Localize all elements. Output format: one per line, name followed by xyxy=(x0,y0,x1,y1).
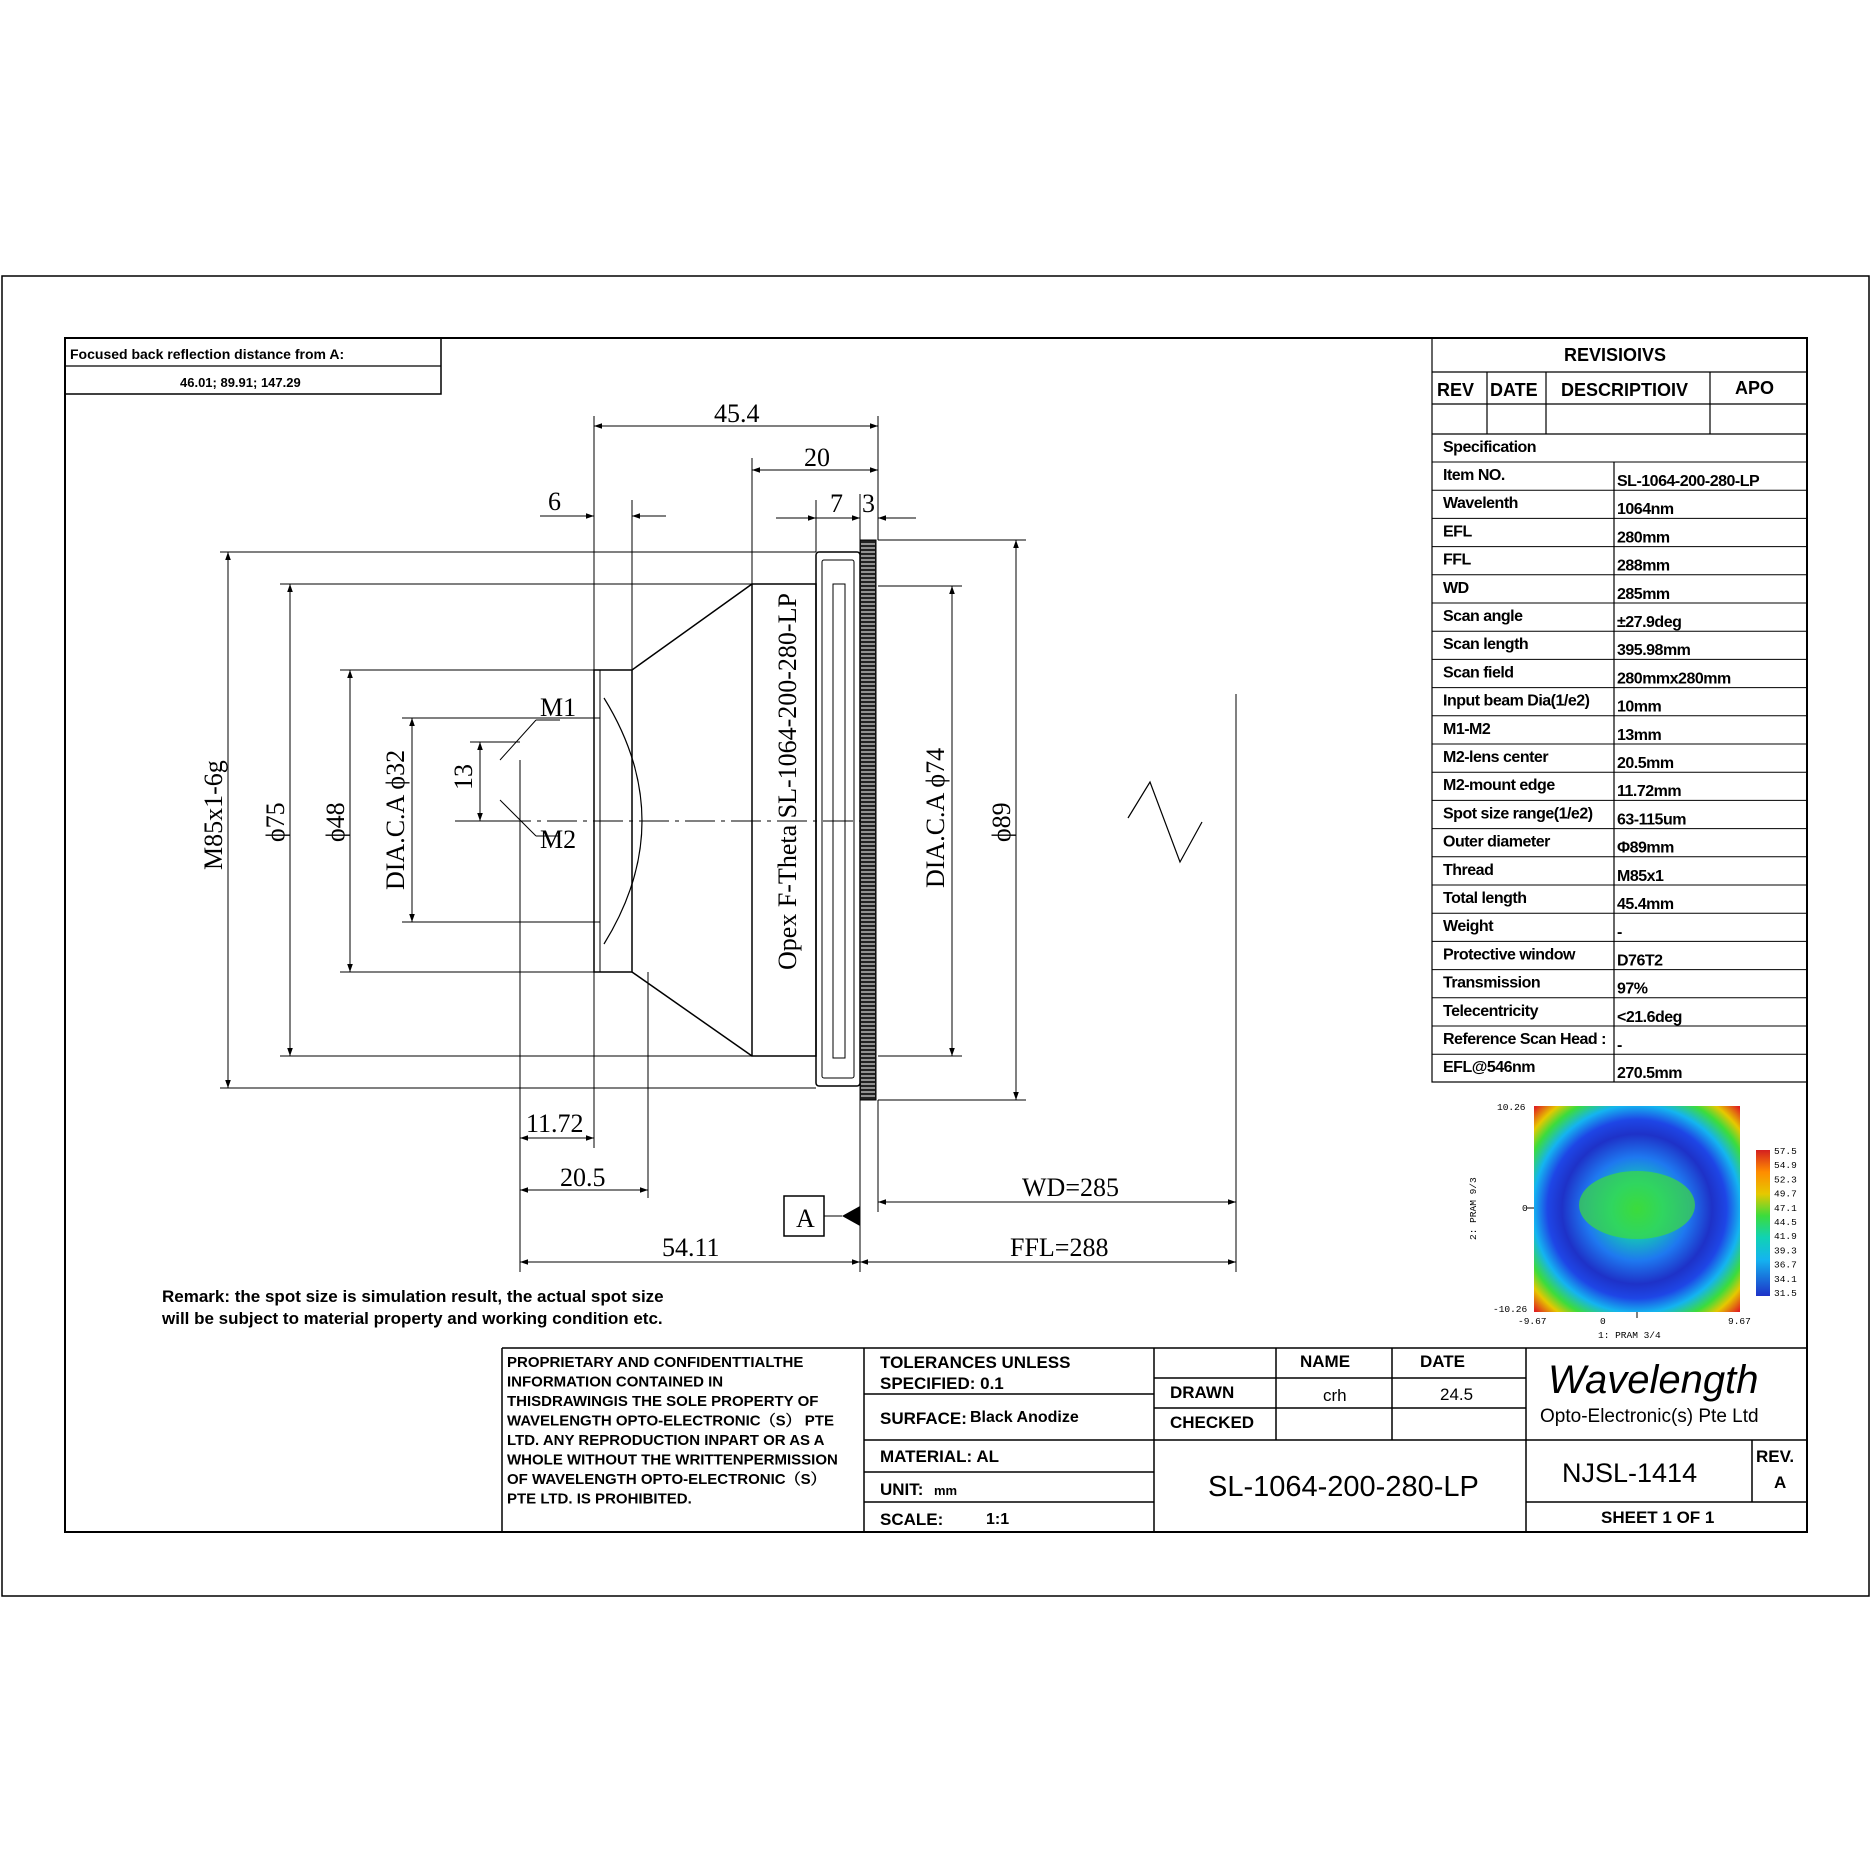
date-header: DATE xyxy=(1420,1352,1466,1371)
spot-scale-label: 44.5 xyxy=(1774,1217,1797,1228)
unit-value: mm xyxy=(934,1483,958,1498)
spot-scale-label: 49.7 xyxy=(1774,1188,1797,1200)
dim-ffl: FFL=288 xyxy=(1010,1233,1109,1262)
spec-label: Reference Scan Head : xyxy=(1443,1031,1606,1048)
material: MATERIAL: AL xyxy=(880,1447,999,1466)
dim-d75: ϕ75 xyxy=(261,802,290,842)
label-m1: M1 xyxy=(540,693,577,722)
reflection-values: 46.01; 89.91; 147.29 xyxy=(180,375,301,390)
spot-scale-label: 34.1 xyxy=(1774,1273,1797,1285)
dim-clear-aperture-32: DIA.C.A ϕ32 xyxy=(381,749,410,890)
proprietary-line: PTE LTD. IS PROHIBITED. xyxy=(507,1490,692,1508)
rev-header-rev: REV xyxy=(1437,380,1475,400)
tolerance-line-1: TOLERANCES UNLESS xyxy=(880,1353,1071,1372)
spec-value: - xyxy=(1617,924,1622,942)
dim-six: 6 xyxy=(548,487,561,516)
spec-value: - xyxy=(1617,1037,1622,1054)
spot-scale-label: 57.5 xyxy=(1774,1146,1797,1157)
dimension-lines xyxy=(220,416,1236,1272)
rev-label: REV. xyxy=(1756,1447,1795,1466)
spec-label: EFL@546nm xyxy=(1443,1059,1536,1077)
spec-title: Specification xyxy=(1443,439,1537,456)
rev-value: A xyxy=(1774,1473,1787,1492)
spot-scale-label: 31.5 xyxy=(1774,1288,1797,1299)
spot-scale-label: 36.7 xyxy=(1774,1259,1797,1271)
spot-scale-label: 54.9 xyxy=(1774,1160,1797,1172)
spot-x-right: 9.67 xyxy=(1728,1316,1751,1327)
proprietary-notice xyxy=(507,1354,838,1508)
name-header: NAME xyxy=(1300,1352,1351,1371)
spot-y-label: 2: PRAM 9/3 xyxy=(1468,1177,1479,1240)
spec-label: M2-lens center xyxy=(1443,749,1549,766)
spec-label: FFL xyxy=(1443,551,1471,569)
spec-value: SL-1064-200-280-LP xyxy=(1617,473,1760,490)
spec-label: Outer diameter xyxy=(1443,833,1550,851)
proprietary-line: WAVELENGTH OPTO-ELECTRONIC（S） PTE xyxy=(507,1412,834,1430)
spec-label: Protective window xyxy=(1443,946,1575,964)
spec-label: Total length xyxy=(1443,890,1527,907)
spec-value: ±27.9deg xyxy=(1617,614,1682,631)
drawn-date: 24.5 xyxy=(1440,1385,1474,1404)
spec-label: Wavelenth xyxy=(1443,495,1518,513)
scale-label: SCALE: xyxy=(880,1510,944,1529)
sheet-number: SHEET 1 OF 1 xyxy=(1601,1508,1715,1527)
spot-x-left: -9.67 xyxy=(1518,1316,1547,1327)
spec-label: EFL xyxy=(1443,523,1472,541)
spec-label: Telecentricity xyxy=(1443,1002,1538,1020)
tolerance-line-2: SPECIFIED: 0.1 xyxy=(880,1374,1004,1393)
datum-a-label: A xyxy=(796,1204,815,1233)
spec-value: Φ89mm xyxy=(1617,839,1674,857)
dim-working-distance: WD=285 xyxy=(1022,1173,1119,1202)
drawing-number: NJSL-1414 xyxy=(1562,1458,1698,1488)
spec-label: Transmission xyxy=(1443,974,1541,992)
dim-mount-length: 20 xyxy=(804,443,830,472)
proprietary-line: INFORMATION CONTAINED IN xyxy=(507,1373,724,1391)
dim-total-length: 45.4 xyxy=(714,399,760,428)
engraving-text: Opex F-Theta SL-1064-200-280-LP xyxy=(773,593,802,970)
spot-scale-label: 52.3 xyxy=(1774,1174,1797,1186)
spec-value: 395.98mm xyxy=(1617,642,1691,660)
spot-scale-label: 47.1 xyxy=(1774,1202,1797,1214)
spec-value: 97% xyxy=(1617,980,1648,998)
mount-body xyxy=(816,552,860,1086)
spot-y-bottom: -10.26 xyxy=(1493,1304,1528,1315)
spec-label: Scan length xyxy=(1443,636,1529,654)
dim-overall: 54.11 xyxy=(662,1233,720,1262)
spot-scale-label: 41.9 xyxy=(1774,1231,1797,1243)
proprietary-line: OF WAVELENGTH OPTO-ELECTRONIC（S） xyxy=(507,1471,826,1488)
remark-line-1: Remark: the spot size is simulation result, the actual spot size xyxy=(162,1287,664,1306)
spot-map-colorbar xyxy=(1756,1150,1770,1296)
spec-value: D76T2 xyxy=(1617,952,1663,970)
company-name: Wavelength xyxy=(1548,1358,1759,1402)
spec-value: 63-115um xyxy=(1617,811,1686,829)
rev-header-date: DATE xyxy=(1490,380,1538,400)
spot-x-label: 1: PRAM 3/4 xyxy=(1598,1330,1661,1341)
spec-value: 13mm xyxy=(1617,726,1662,744)
surface-value: Black Anodize xyxy=(970,1409,1079,1426)
surface-label: SURFACE: xyxy=(880,1409,967,1428)
spec-value: 10mm xyxy=(1617,698,1662,716)
spec-label: Spot size range(1/e2) xyxy=(1443,805,1593,823)
spot-scale-labels xyxy=(1774,1146,1797,1299)
checked-label: CHECKED xyxy=(1170,1413,1255,1432)
spec-value: 288mm xyxy=(1617,557,1670,575)
lens-drawing xyxy=(455,540,876,1100)
spec-value: 20.5mm xyxy=(1617,755,1674,772)
proprietary-line: THISDRAWINGIS THE SOLE PROPERTY OF xyxy=(507,1393,819,1410)
spec-value: <21.6deg xyxy=(1617,1008,1682,1026)
spec-value: 285mm xyxy=(1617,585,1670,603)
dim-thread: M85x1-6g xyxy=(199,760,228,870)
spot-y-mid: 0 xyxy=(1522,1203,1528,1214)
drawn-name: crh xyxy=(1323,1386,1347,1405)
spec-label: M2-mount edge xyxy=(1443,777,1555,795)
drawn-label: DRAWN xyxy=(1170,1383,1235,1402)
spec-rows xyxy=(1432,462,1807,1082)
spec-value: 45.4mm xyxy=(1617,896,1674,913)
part-number: SL-1064-200-280-LP xyxy=(1208,1471,1479,1503)
spot-x-mid: 0 xyxy=(1600,1316,1606,1327)
dim-d89: ϕ89 xyxy=(987,802,1016,842)
dim-m1-m2: 13 xyxy=(449,764,478,790)
datum-a-marker xyxy=(842,1206,860,1226)
proprietary-line: LTD. ANY REPRODUCTION INPART OR AS A xyxy=(507,1432,825,1449)
revisions-title: REVISIOIVS xyxy=(1564,345,1667,365)
spec-value: 280mm xyxy=(1617,529,1670,547)
spec-label: Thread xyxy=(1443,861,1494,879)
dim-d48: ϕ48 xyxy=(321,802,350,842)
reflection-box xyxy=(65,338,441,394)
unit-label: UNIT: xyxy=(880,1480,924,1499)
spec-value: 1064nm xyxy=(1617,501,1674,519)
spot-map xyxy=(1527,1106,1770,1318)
dim-seven: 7 xyxy=(830,489,843,518)
remark-line-2: will be subject to material property and working condition etc. xyxy=(162,1309,663,1328)
reflection-title: Focused back reflection distance from A: xyxy=(70,346,345,362)
spec-value: M85x1 xyxy=(1617,867,1664,885)
dim-m2-mount-edge: 11.72 xyxy=(526,1109,584,1138)
rev-header-apo: APO xyxy=(1735,378,1775,398)
company-subtitle: Opto-Electronic(s) Pte Ltd xyxy=(1540,1406,1759,1427)
dim-clear-aperture-74: DIA.C.A ϕ74 xyxy=(921,747,950,888)
spec-label: WD xyxy=(1443,579,1469,597)
spec-value: 11.72mm xyxy=(1617,783,1682,801)
dim-three: 3 xyxy=(862,489,875,518)
rev-header-description: DESCRIPTIOIV xyxy=(1561,380,1689,400)
label-m2: M2 xyxy=(540,825,577,854)
spec-label: M1-M2 xyxy=(1443,720,1491,738)
spec-label: Scan angle xyxy=(1443,608,1523,625)
spec-label: Weight xyxy=(1443,918,1494,936)
dim-m2-lens-center: 20.5 xyxy=(560,1163,606,1192)
spec-value: 280mmx280mm xyxy=(1617,670,1731,688)
spot-scale-label: 39.3 xyxy=(1774,1245,1797,1257)
spec-value: 270.5mm xyxy=(1617,1065,1682,1083)
spec-label: Input beam Dia(1/e2) xyxy=(1443,692,1590,710)
proprietary-line: PROPRIETARY AND CONFIDENTTIALTHE xyxy=(507,1354,804,1371)
spec-label: Scan field xyxy=(1443,664,1514,682)
proprietary-line: WHOLE WITHOUT THE WRITTENPERMISSION xyxy=(507,1451,838,1469)
scale-value: 1:1 xyxy=(986,1511,1010,1528)
spot-y-top: 10.26 xyxy=(1497,1102,1526,1113)
break-symbol xyxy=(1128,782,1202,862)
spec-label: Item NO. xyxy=(1443,467,1505,484)
